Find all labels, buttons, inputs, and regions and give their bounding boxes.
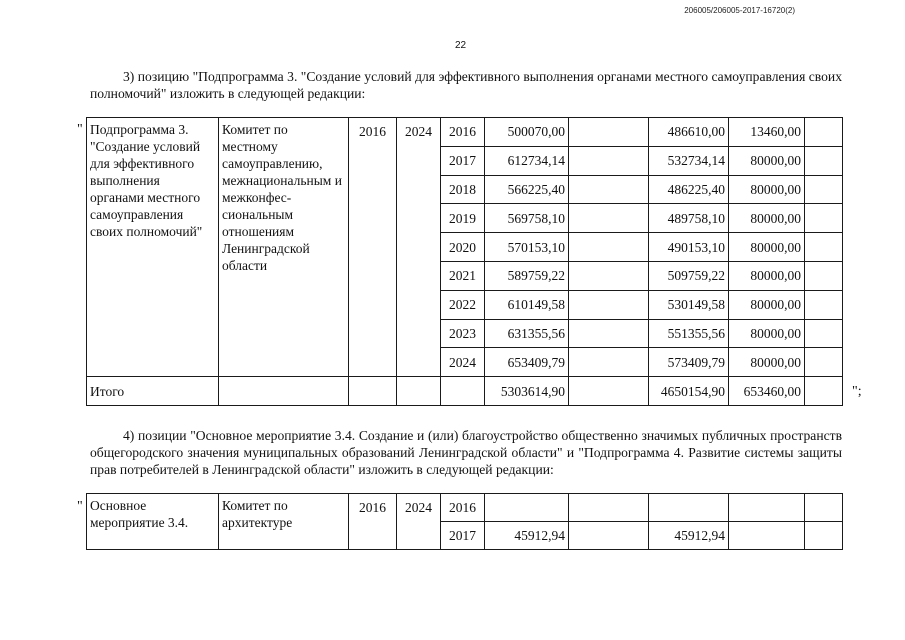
year-cell: 2019 (441, 204, 485, 233)
subprogram-name-cell: Подпрограмма 3. "Создание условий для эффективного выполнения органами местного самоуправления своих полномочий" (87, 118, 219, 377)
federal-cell (569, 118, 649, 147)
other-cell (805, 146, 843, 175)
other-cell (805, 319, 843, 348)
paragraph-3: 3) позицию "Подпрограмма 3. "Создание условий для эффективного выполнения органами местного самоуправления своих полномочий" изложить в следующей редакции: (90, 69, 842, 101)
federal-cell (569, 233, 649, 262)
total-cell: 610149,58 (485, 290, 569, 319)
total-cell: 570153,10 (485, 233, 569, 262)
year-cell: 2018 (441, 175, 485, 204)
total-cell: 631355,56 (485, 319, 569, 348)
local-cell: 80000,00 (729, 261, 805, 290)
other-cell (805, 204, 843, 233)
total-cell: 589759,22 (485, 261, 569, 290)
local-cell: 80000,00 (729, 290, 805, 319)
total-cell: 5303614,90 (485, 377, 569, 406)
year-cell: 2020 (441, 233, 485, 262)
opening-quote: " (77, 122, 83, 137)
other-cell (805, 233, 843, 262)
document-id: 206005/206005-2017-16720(2) (684, 6, 795, 15)
closing-quote: "; (852, 384, 862, 399)
empty-cell (219, 377, 349, 406)
year-cell: 2024 (441, 348, 485, 377)
year-cell: 2022 (441, 290, 485, 319)
other-cell (805, 377, 843, 406)
table-row (87, 494, 843, 522)
other-cell (805, 290, 843, 319)
total-cell: 45912,94 (485, 522, 569, 550)
regional-cell: 486225,40 (649, 175, 729, 204)
year-cell: 2023 (441, 319, 485, 348)
opening-quote: " (77, 499, 83, 514)
local-cell: 653460,00 (729, 377, 805, 406)
executor-cell: Комитет по местному самоуправлению, межнациональным и межконфес-сиональным отношениям Ленинградской области (219, 118, 349, 377)
regional-cell: 45912,94 (649, 522, 729, 550)
page-number: 22 (455, 40, 467, 51)
local-cell: 80000,00 (729, 175, 805, 204)
federal-cell (569, 204, 649, 233)
end-year-cell: 2024 (397, 118, 441, 377)
start-year-cell: 2016 (349, 118, 397, 377)
other-cell (805, 494, 843, 522)
regional-cell: 509759,22 (649, 261, 729, 290)
other-cell (805, 522, 843, 550)
total-cell (485, 494, 569, 522)
year-cell: 2017 (441, 522, 485, 550)
empty-cell (441, 377, 485, 406)
total-cell: 569758,10 (485, 204, 569, 233)
regional-cell: 530149,58 (649, 290, 729, 319)
regional-cell: 551355,56 (649, 319, 729, 348)
federal-cell (569, 522, 649, 550)
regional-cell: 490153,10 (649, 233, 729, 262)
executor-cell: Комитет по архитектуре (219, 494, 349, 550)
total-cell: 612734,14 (485, 146, 569, 175)
local-cell (729, 522, 805, 550)
measure-3-4-table (86, 493, 843, 550)
regional-cell: 489758,10 (649, 204, 729, 233)
empty-cell (397, 377, 441, 406)
other-cell (805, 348, 843, 377)
regional-cell: 4650154,90 (649, 377, 729, 406)
end-year-cell: 2024 (397, 494, 441, 550)
subprogram-3-table (86, 117, 843, 406)
total-cell: 566225,40 (485, 175, 569, 204)
local-cell: 80000,00 (729, 146, 805, 175)
other-cell (805, 118, 843, 147)
regional-cell: 573409,79 (649, 348, 729, 377)
federal-cell (569, 261, 649, 290)
local-cell: 13460,00 (729, 118, 805, 147)
total-cell: 653409,79 (485, 348, 569, 377)
empty-cell (349, 377, 397, 406)
local-cell: 80000,00 (729, 233, 805, 262)
federal-cell (569, 290, 649, 319)
itogo-label-cell: Итого (87, 377, 219, 406)
regional-cell (649, 494, 729, 522)
other-cell (805, 261, 843, 290)
start-year-cell: 2016 (349, 494, 397, 550)
federal-cell (569, 146, 649, 175)
local-cell: 80000,00 (729, 319, 805, 348)
federal-cell (569, 319, 649, 348)
paragraph-4: 4) позиции "Основное мероприятие 3.4. Создание и (или) благоустройство общественно значимых публичных пространств общегородского значения муниципальных образований Ленинградской области" и "Подпрограмма 4. Развитие системы защиты прав потребителей в Ленинградской области" изложить в следующей редакции: (90, 428, 842, 477)
year-cell: 2017 (441, 146, 485, 175)
table-row-total (87, 377, 843, 406)
year-cell: 2016 (441, 118, 485, 147)
year-cell: 2016 (441, 494, 485, 522)
regional-cell: 532734,14 (649, 146, 729, 175)
local-cell (729, 494, 805, 522)
measure-name-cell: Основное мероприятие 3.4. (87, 494, 219, 550)
regional-cell: 486610,00 (649, 118, 729, 147)
other-cell (805, 175, 843, 204)
federal-cell (569, 494, 649, 522)
year-cell: 2021 (441, 261, 485, 290)
local-cell: 80000,00 (729, 204, 805, 233)
federal-cell (569, 377, 649, 406)
total-cell: 500070,00 (485, 118, 569, 147)
table-row (87, 118, 843, 147)
federal-cell (569, 175, 649, 204)
local-cell: 80000,00 (729, 348, 805, 377)
federal-cell (569, 348, 649, 377)
